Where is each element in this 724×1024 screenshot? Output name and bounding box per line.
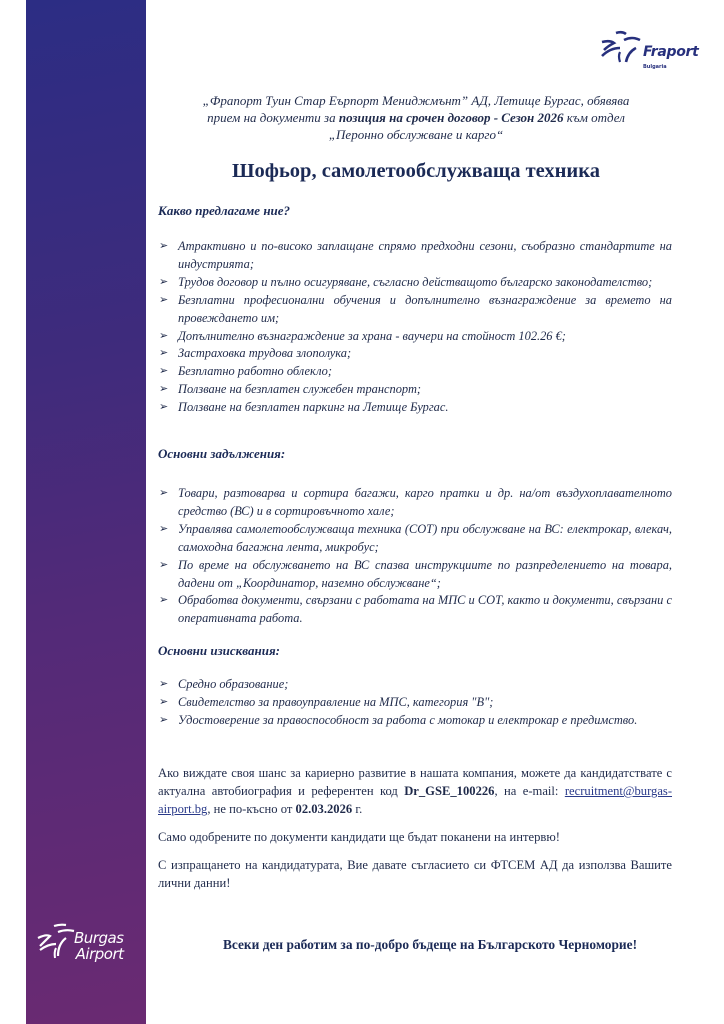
list-item <box>158 676 672 694</box>
fraport-logo-name: Fraport <box>643 44 699 60</box>
list-item <box>158 363 672 381</box>
fraport-logo-subtitle: Bulgaria <box>643 64 667 70</box>
list-item <box>158 592 672 628</box>
list-item-text: Удостоверение за правоспособност за работа с мотокар и електрокар е предимство. <box>178 712 638 727</box>
list-item-text: Ползване на безплатен служебен транспорт; <box>178 382 422 397</box>
list-item-text: Управлява самолетообслужваща техника (СОТ) при обслужване на ВС: електрокар, влекач, самоходна багажна лента, микробус; <box>178 521 672 554</box>
apply-text-1: Ако виждате своя шанс за кариерно развитие в нашата компания, можете да кандидатствате с актуална автобиография и референтен код <box>158 766 672 798</box>
bullet-arrow-icon: ➢ <box>159 522 169 535</box>
side-color-band <box>26 0 146 1024</box>
list-item-text: Застраховка трудова злополука; <box>178 346 352 361</box>
bullet-arrow-icon: ➢ <box>159 240 169 252</box>
offer-heading: Какво предлагаме ние? <box>158 203 291 218</box>
burgas-logo-line1: Burgas <box>74 929 124 947</box>
intro-line-2-pre: прием на документи за <box>207 110 339 125</box>
list-item <box>158 345 672 363</box>
offer-list <box>158 238 672 417</box>
intro-line-2-post: към отдел <box>563 110 625 125</box>
bullet-arrow-icon: ➢ <box>159 293 169 306</box>
list-item <box>158 694 672 712</box>
intro-line-1: „Фрапорт Туин Стар Еърпорт Мениджмънт” АД, Летище Бургас, обявява <box>202 93 630 108</box>
footer-slogan: Всеки ден работим за по-добро бъдеще на Българското Черноморие! <box>222 937 638 952</box>
bullet-arrow-icon: ➢ <box>159 275 169 288</box>
list-item-text: Допълнително възнаграждение за храна - ваучери на стойност 102.26 €; <box>178 328 566 343</box>
bullet-arrow-icon: ➢ <box>159 594 169 607</box>
apply-text-2: , на e-mail: <box>494 784 565 798</box>
apply-text-3: , не по-късно от <box>207 802 296 816</box>
list-item <box>158 557 672 593</box>
list-item <box>158 274 672 292</box>
list-item-text: Обработва документи, свързани с работата на МПС и СОТ, както и документи, свързани с оперативната работа. <box>178 593 672 626</box>
list-item-text: Свидетелство за правоуправление на МПС, категория "B"; <box>178 694 494 709</box>
duties-heading: Основни задължения: <box>158 446 286 461</box>
bullet-arrow-icon: ➢ <box>159 383 169 396</box>
bullet-arrow-icon: ➢ <box>159 329 169 342</box>
list-item <box>158 328 672 346</box>
list-item-text: По време на обслужването на ВС спазва инструкциите по разпределението на товара, дадени от „Координатор, наземно обслужване“; <box>178 557 672 590</box>
list-item <box>158 521 672 557</box>
list-item <box>158 485 672 521</box>
email-link[interactable]: recruitment@burgas-airport.bg <box>158 784 673 816</box>
bullet-arrow-icon: ➢ <box>159 678 169 690</box>
consent-note: С изпращането на кандидатурата, Вие давате съгласието си ФТСЕМ АД да използва Вашите лични данни! <box>158 858 672 890</box>
list-item <box>158 238 672 274</box>
deadline-date: 02.03.2026 <box>295 802 353 816</box>
bullet-arrow-icon: ➢ <box>159 401 169 414</box>
list-item <box>158 399 672 417</box>
star-swoosh-icon <box>36 922 76 968</box>
intro-paragraph <box>158 92 674 143</box>
intro-position-type: позиция на срочен договор - Сезон 2026 <box>338 110 564 125</box>
list-item-text: Безплатно работно облекло; <box>178 364 332 379</box>
bullet-arrow-icon: ➢ <box>159 365 169 378</box>
apply-paragraph <box>158 764 672 818</box>
list-item-text: Товари, разтоварва и сортира багажи, карго пратки и др. на/от въздухоплавателното средство (ВС) и в сортировъчното хале; <box>178 486 672 518</box>
bullet-arrow-icon: ➢ <box>159 347 169 360</box>
job-title: Шофьор, самолетообслужваща техника <box>232 160 600 182</box>
intro-line-2 <box>158 109 674 126</box>
list-item <box>158 712 672 730</box>
burgas-airport-logo <box>36 918 141 988</box>
interview-note: Само одобрените по документи кандидати ще бъдат поканени на интервю! <box>158 830 560 844</box>
list-item-text: Трудов договор и пълно осигуряване, съгласно действащото българско законодателство; <box>178 274 653 289</box>
burgas-logo-line2: Airport <box>75 945 124 963</box>
list-item-text: Средно образование; <box>178 677 289 691</box>
list-item-text: Безплатни професионални обучения и допълнително възнаграждение за времето на провеждането им; <box>178 292 672 325</box>
duties-list <box>158 485 672 628</box>
list-item-text: Атрактивно и по-високо заплащане спрямо предходни сезони, съобразно стандартите на индустрията; <box>178 239 672 271</box>
requirements-list <box>158 676 672 730</box>
list-item-text: Ползване на безплатен паркинг на Летище Бургас. <box>178 400 449 415</box>
list-item <box>158 381 672 399</box>
apply-text-4: г. <box>352 802 363 816</box>
intro-line-3: „Перонно обслужване и карго“ <box>328 127 504 142</box>
requirements-heading: Основни изисквания: <box>158 643 280 658</box>
list-item <box>158 292 672 328</box>
fraport-logo <box>598 28 708 78</box>
bullet-arrow-icon: ➢ <box>159 695 169 708</box>
reference-code: Dr_GSE_100226 <box>404 784 495 798</box>
bullet-arrow-icon: ➢ <box>159 487 169 499</box>
fraport-star-icon <box>598 30 644 66</box>
bullet-arrow-icon: ➢ <box>159 558 169 571</box>
bullet-arrow-icon: ➢ <box>159 713 169 726</box>
